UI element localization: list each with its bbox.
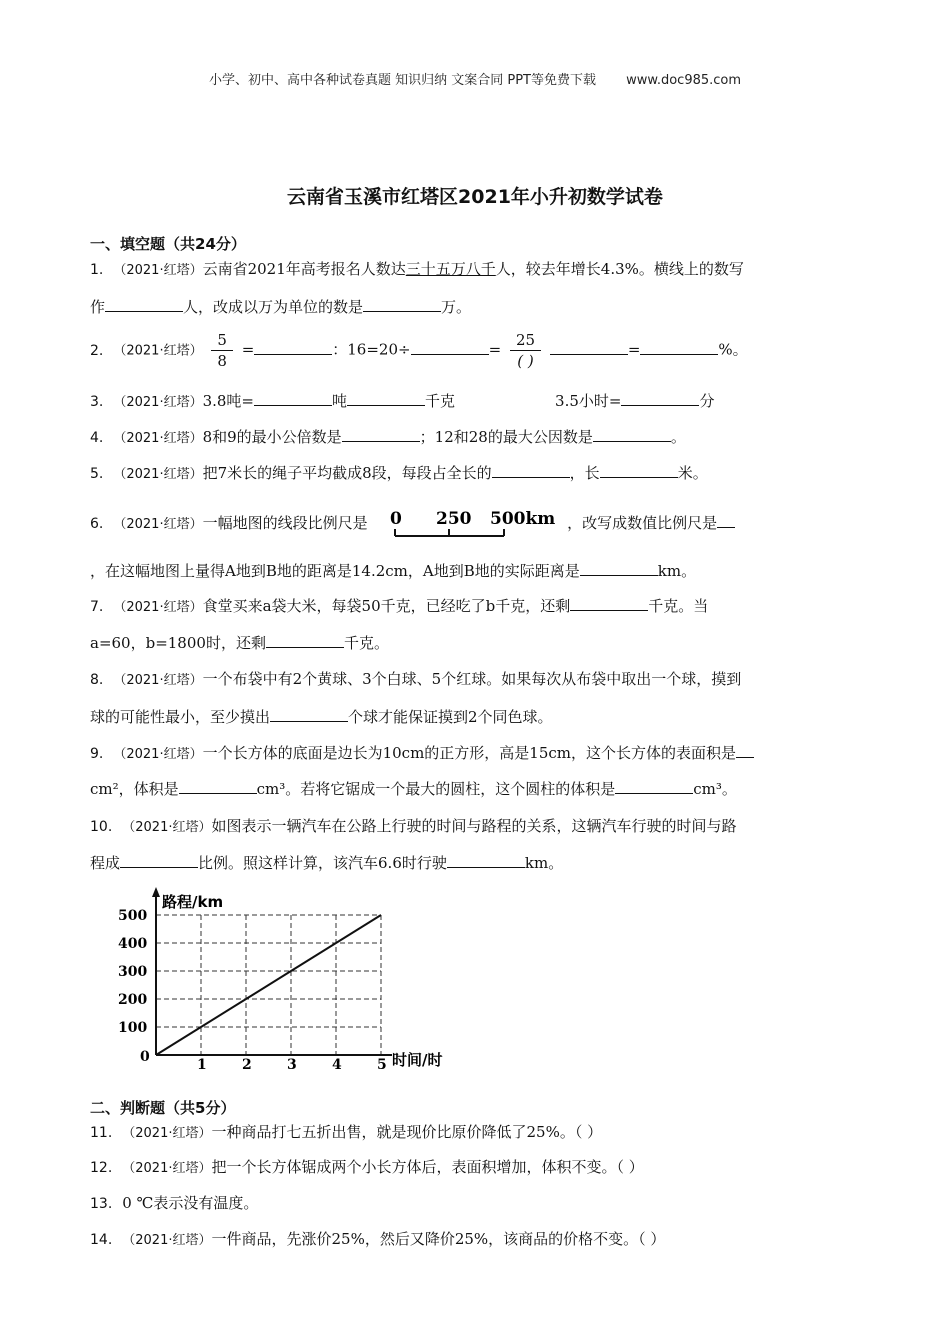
q4-blank-1[interactable] xyxy=(342,427,420,442)
q4-line: 4. （2021·红塔）8和9的最小公倍数是 ；12和28的最大公因数是 。 xyxy=(90,428,686,446)
q6-line1: 6. （2021·红塔）一幅地图的线段比例尺是 0 250 500km ，改写成数值比例尺是 xyxy=(90,508,735,540)
origin-label: 0 xyxy=(140,1049,150,1065)
q9-blank-3[interactable] xyxy=(615,779,693,794)
q5-blank-2[interactable] xyxy=(600,463,678,478)
q2-blank-1[interactable] xyxy=(254,340,332,355)
y-tick-label: 100 xyxy=(118,1020,148,1036)
q7-blank-1[interactable] xyxy=(570,596,648,611)
q10-blank-1[interactable] xyxy=(120,853,198,868)
q6-blank-2[interactable] xyxy=(580,561,658,576)
scale-label-500km: 500km xyxy=(490,509,556,529)
q2-fraction-25: $\frac{25}{( )}$ xyxy=(510,330,541,371)
q10-blank-2[interactable] xyxy=(447,853,525,868)
x-tick-label: 5 xyxy=(377,1057,387,1073)
y-axis-label: 路程/km xyxy=(162,893,224,911)
q2-blank-3[interactable] xyxy=(550,340,628,355)
distance-time-chart xyxy=(100,885,470,1075)
q2-fraction-5-8: $\frac{5}{8}$ xyxy=(211,330,233,371)
q7-line1: 7. （2021·红塔）食堂买来a袋大米，每袋50千克，已经吃了b千克，还剩 千克。当 xyxy=(90,597,709,615)
q1-line1: 1. （2021·红塔）云南省2021年高考报名人数达三十五万八千人，较去年增长4.3%。横线上的数写 xyxy=(90,260,744,278)
x-axis-label: 时间/时 xyxy=(392,1051,443,1069)
q3-blank-3[interactable] xyxy=(621,391,699,406)
q10-line2: 程成 比例。照这样计算，该汽车6.6时行驶 km。 xyxy=(90,854,564,872)
scale-label-250: 250 xyxy=(436,509,472,529)
q6-blank-1[interactable] xyxy=(717,513,735,528)
q6-line2: ，在这幅地图上量得A地到B地的距离是14.2cm，A地到B地的实际距离是 km。 xyxy=(90,562,697,580)
line-scale-bar xyxy=(386,508,556,540)
q5-blank-1[interactable] xyxy=(492,463,570,478)
q9-blank-2[interactable] xyxy=(179,779,257,794)
q2-line: 2. （2021·红塔） $\frac{5}{8}$ = ：16=20÷ = $\frac{25}{( )}$ = %。 xyxy=(90,331,748,370)
q5-line: 5. （2021·红塔）把7米长的绳子平均截成8段，每段占全长的 ，长 米。 xyxy=(90,464,708,482)
page-title: 云南省玉溪市红塔区2021年小升初数学试卷 xyxy=(287,186,663,208)
q2-blank-4[interactable] xyxy=(640,340,718,355)
q9-blank-1[interactable] xyxy=(736,743,754,758)
q12-line: 12. （2021·红塔）把一个长方体锯成两个小长方体后，表面积增加，体积不变。（ ） xyxy=(90,1158,644,1176)
q1-line2: 作 人，改成以万为单位的数是 万。 xyxy=(90,298,472,316)
q3-line: 3. （2021·红塔）3.8吨= 吨 千克 3.5小时= 分 xyxy=(90,392,715,410)
y-tick-label: 400 xyxy=(118,936,148,952)
scale-label-0: 0 xyxy=(390,509,403,529)
q1-blank-1[interactable] xyxy=(105,297,183,312)
y-tick-label: 500 xyxy=(118,908,148,924)
q8-line2: 球的可能性最小，至少摸出 个球才能保证摸到2个同色球。 xyxy=(90,708,553,726)
x-tick-label: 1 xyxy=(197,1057,207,1073)
q11-line: 11. （2021·红塔）一种商品打七五折出售，就是现价比原价降低了25%。（ ） xyxy=(90,1123,603,1141)
header-text: 小学、初中、高中各种试卷真题 知识归纳 文案合同 PPT等免费下载 xyxy=(208,73,596,88)
section-true-false: 二、判断题（共5分） xyxy=(90,1099,236,1117)
q9-line2: cm²，体积是 cm³。若将它锯成一个最大的圆柱，这个圆柱的体积是 cm³。 xyxy=(90,780,737,798)
x-tick-label: 2 xyxy=(242,1057,252,1073)
y-tick-label: 200 xyxy=(118,992,148,1008)
section-fill-blank: 一、填空题（共24分） xyxy=(90,235,246,253)
q2-blank-2[interactable] xyxy=(411,340,489,355)
q8-blank-1[interactable] xyxy=(270,707,348,722)
q4-blank-2[interactable] xyxy=(593,427,671,442)
q8-line1: 8. （2021·红塔）一个布袋中有2个黄球、3个白球、5个红球。如果每次从布袋中取出一个球，摸到 xyxy=(90,670,742,688)
x-tick-label: 4 xyxy=(332,1057,342,1073)
q7-line2: a=60，b=1800时，还剩 千克。 xyxy=(90,634,389,652)
page-header xyxy=(0,69,950,88)
header-site[interactable]: www.doc985.com xyxy=(626,73,742,88)
series-line xyxy=(156,915,381,1055)
q1-blank-2[interactable] xyxy=(363,297,441,312)
q3-blank-1[interactable] xyxy=(254,391,332,406)
q10-line1: 10. （2021·红塔）如图表示一辆汽车在公路上行驶的时间与路程的关系，这辆汽车行驶的时间与路 xyxy=(90,817,737,835)
y-axis-arrow xyxy=(152,887,160,897)
q9-line1: 9. （2021·红塔）一个长方体的底面是边长为10cm的正方形，高是15cm，这个长方体的表面积是 xyxy=(90,742,754,766)
q7-blank-2[interactable] xyxy=(266,633,344,648)
q3-blank-2[interactable] xyxy=(347,391,425,406)
q14-line: 14. （2021·红塔）一件商品，先涨价25%，然后又降价25%，该商品的价格不变。（ ） xyxy=(90,1230,666,1248)
x-tick-label: 3 xyxy=(287,1057,297,1073)
y-tick-label: 300 xyxy=(118,964,148,980)
q13-line: 13. 0 ℃表示没有温度。 xyxy=(90,1194,259,1212)
